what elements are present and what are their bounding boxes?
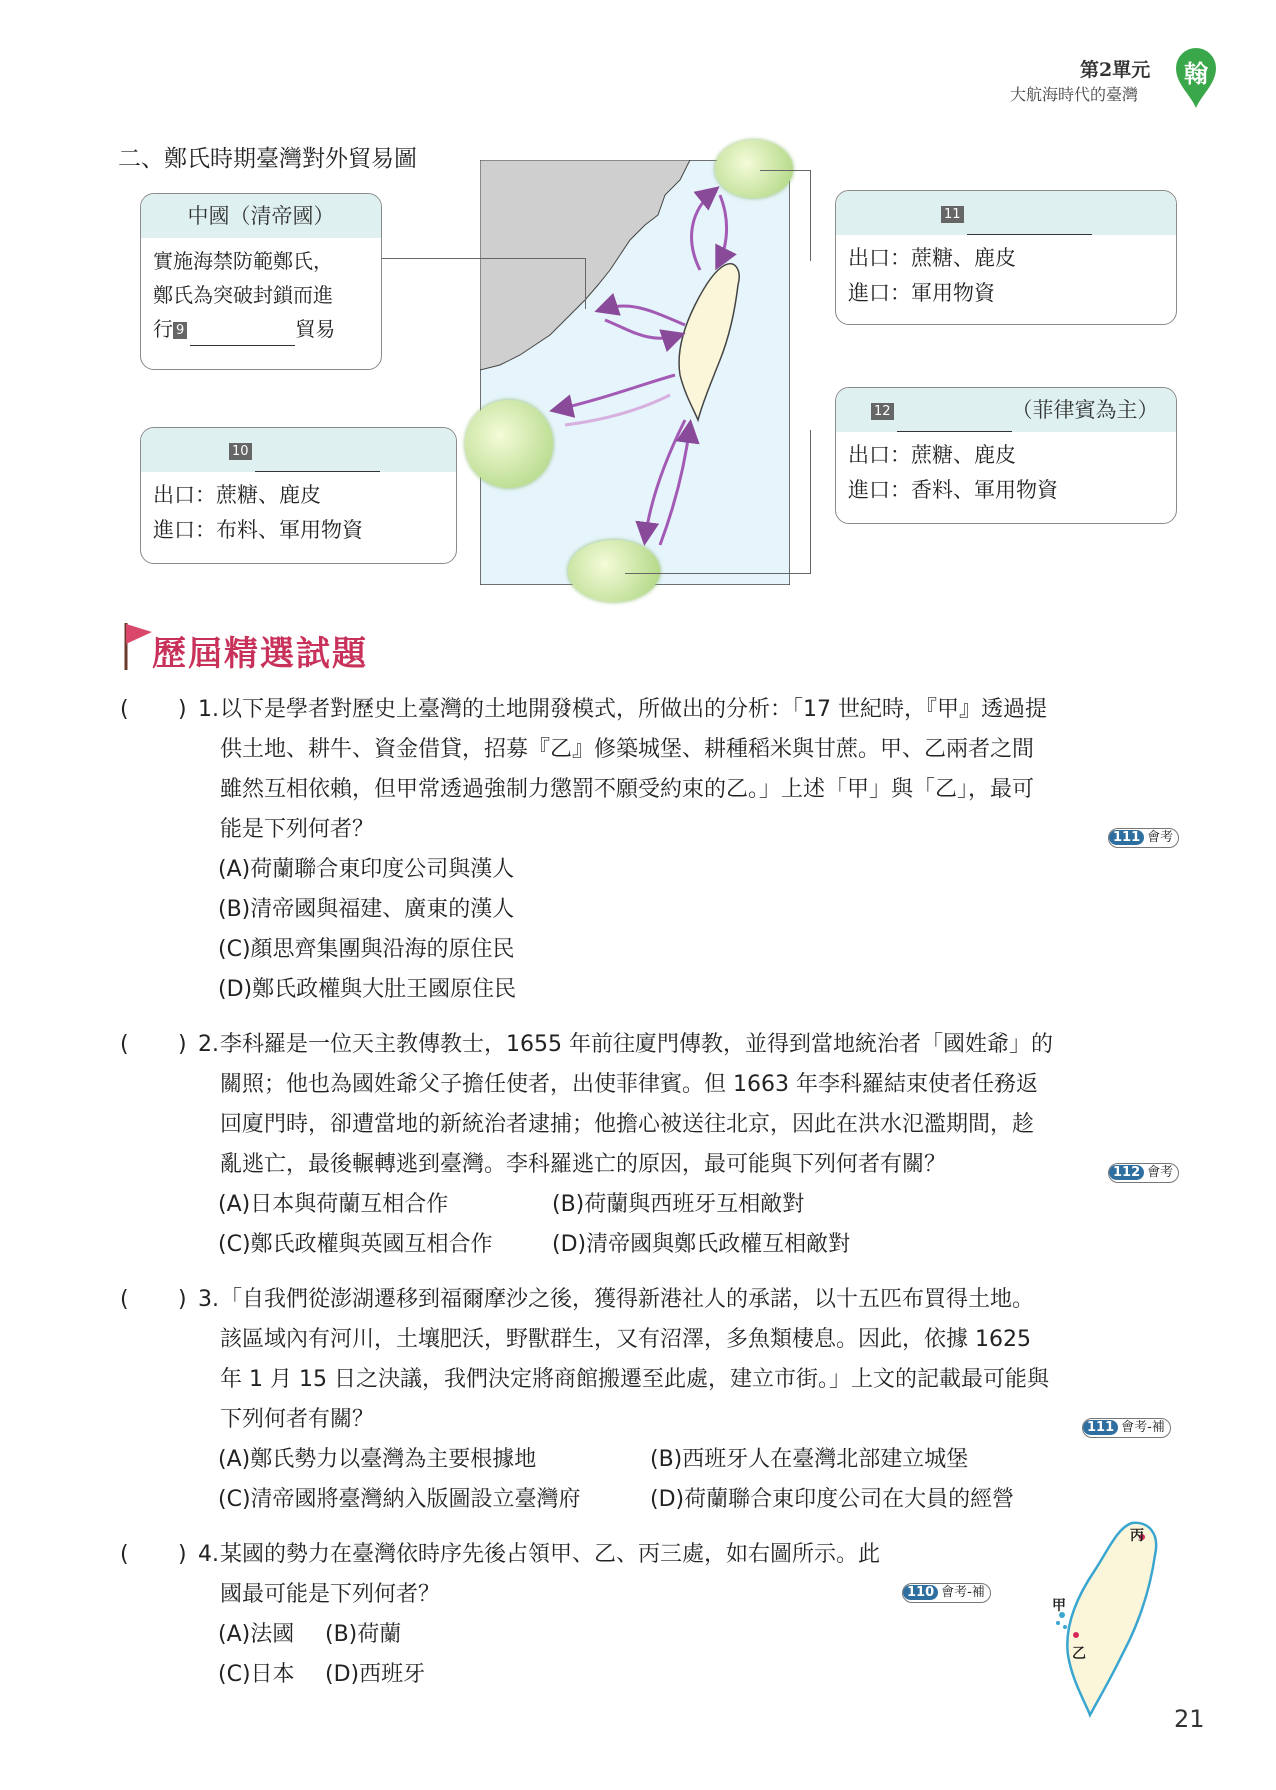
option-d[interactable]: (D)荷蘭聯合東印度公司在大員的經營: [650, 1487, 1015, 1512]
map-label-yi: 乙: [1072, 1646, 1086, 1662]
page-number: 21: [1174, 1705, 1205, 1733]
question-text-line: 以下是學者對歷史上臺灣的土地開發模式，所做出的分析：「17 世紀時，『甲』透過提: [220, 697, 1047, 722]
box11-export: 出口：蔗糖、鹿皮: [848, 246, 1016, 270]
option-c[interactable]: (C)鄭氏政權與英國互相合作: [218, 1232, 493, 1257]
badge-char: 翰: [1184, 60, 1208, 88]
question-4: ( ) 4. 某國的勢力在臺灣依時序先後占領甲、乙、丙三處，如右圖所示。此 國最可能是下列何者？: [120, 1535, 1020, 1615]
source-badge: 111 會考: [1108, 828, 1179, 848]
connector-line-11: [760, 170, 811, 261]
blank-number-9: 9: [173, 322, 187, 339]
china-box-line3-suffix: 貿易: [295, 317, 336, 341]
option-a[interactable]: (A)法國: [218, 1622, 295, 1647]
blank-10-line: [255, 447, 380, 472]
question-number: 2.: [198, 1032, 219, 1057]
source-badge: 111 會考-補: [1082, 1418, 1171, 1438]
connector-line-12: [625, 430, 811, 574]
option-b[interactable]: (B)荷蘭: [325, 1622, 402, 1647]
china-trade-box: [140, 193, 382, 370]
question-text-line: 該區域內有河川，土壤肥沃，野獸群生，又有沼澤，多魚類棲息。因此，依據 1625: [220, 1327, 1031, 1352]
question-number: 1.: [198, 697, 219, 722]
question-text-line: 回廈門時，卻遭當地的新統治者逮捕；他擔心被送往北京，因此在洪水氾濫期間，趁: [220, 1112, 1035, 1137]
blank-number-10: 10: [229, 443, 252, 460]
unit-topic: 大航海時代的臺灣: [1010, 85, 1139, 104]
question-3: ( ) 3. 「自我們從澎湖遷移到福爾摩沙之後，獲得新港社人的承諾，以十五匹布買得土地。 該區域內有河川，土壤肥沃，野獸群生，又有沼澤，多魚類棲息。因此，依據 1625 年 1 月 15 日之決議，我們決定將商館搬遷至此處，建立市街。」上文的記載最可能與 下列何者有關？: [120, 1280, 1170, 1440]
blank-12-line: [897, 407, 1012, 432]
option-b[interactable]: (B)荷蘭與西班牙互相敵對: [552, 1192, 805, 1217]
option-c[interactable]: (C)顏思齊集團與沿海的原住民: [218, 937, 515, 962]
option-a[interactable]: (A)荷蘭聯合東印度公司與漢人: [218, 857, 515, 882]
question-text-line: 李科羅是一位天主教傳教士，1655 年前往廈門傳教，並得到當地統治者「國姓爺」的: [220, 1032, 1053, 1057]
question-text-line: 亂逃亡，最後輾轉逃到臺灣。李科羅逃亡的原因，最可能與下列何者有關？: [220, 1152, 947, 1177]
option-d[interactable]: (D)鄭氏政權與大肚王國原住民: [218, 977, 517, 1002]
china-box-line1: 實施海禁防範鄭氏，: [153, 249, 333, 273]
box11-import: 進口：軍用物資: [848, 281, 995, 305]
exam-banner-title: 歷屆精選試題: [152, 634, 368, 674]
source-badge: 110 會考-補: [902, 1583, 991, 1603]
map-label-jia: 甲: [1052, 1598, 1066, 1614]
question-text-line: 下列何者有關？: [220, 1407, 375, 1432]
section-title: 二、鄭氏時期臺灣對外貿易圖: [118, 146, 417, 172]
trade-node-southeast-asia: [465, 400, 553, 488]
blank-11-line: [967, 210, 1092, 235]
option-a[interactable]: (A)日本與荷蘭互相合作: [218, 1192, 449, 1217]
publisher-badge-icon: [1172, 44, 1220, 110]
option-d[interactable]: (D)西班牙: [325, 1662, 426, 1687]
question-number: 3.: [198, 1287, 219, 1312]
question-text-line: 「自我們從澎湖遷移到福爾摩沙之後，獲得新港社人的承諾，以十五匹布買得土地。: [220, 1287, 1035, 1312]
question-text-line: 能是下列何者？: [220, 817, 375, 842]
china-box-header: 中國（清帝國）: [141, 194, 381, 238]
box12-import: 進口：香料、軍用物資: [848, 478, 1058, 502]
question-text-line: 某國的勢力在臺灣依時序先後占領甲、乙、丙三處，如右圖所示。此: [220, 1542, 881, 1567]
box10-export: 出口：蔗糖、鹿皮: [153, 483, 321, 507]
question-text-line: 雖然互相依賴，但甲常透過強制力懲罰不願受約束的乙。」上述「甲」與「乙」，最可: [220, 777, 1035, 802]
question-text-line: 國最可能是下列何者？: [220, 1582, 441, 1607]
trade-box-11: [835, 190, 1177, 325]
china-box-line2: 鄭氏為突破封鎖而進: [153, 283, 333, 307]
question-1: ( ) 1. 以下是學者對歷史上臺灣的土地開發模式，所做出的分析：「17 世紀時，『甲』透過提 供土地、耕牛、資金借貸，招募『乙』修築城堡、耕種稻米與甘蔗。甲、乙兩者之間 雖然互相依賴，但甲常透過強制力懲罰不願受約束的乙。」上述「甲」與「乙」，最可 能是下列何者？: [120, 690, 1170, 850]
question-text-line: 供土地、耕牛、資金借貸，招募『乙』修築城堡、耕種稻米與甘蔗。甲、乙兩者之間: [220, 737, 1035, 762]
option-d[interactable]: (D)清帝國與鄭氏政權互相敵對: [552, 1232, 851, 1257]
connector-line-china: [380, 258, 586, 309]
blank-number-12: 12: [871, 403, 894, 420]
option-c[interactable]: (C)清帝國將臺灣納入版圖設立臺灣府: [218, 1487, 581, 1512]
option-a[interactable]: (A)鄭氏勢力以臺灣為主要根據地: [218, 1447, 537, 1472]
question-text-line: 年 1 月 15 日之決議，我們決定將商館搬遷至此處，建立市街。」上文的記載最可能與: [220, 1367, 1049, 1392]
source-badge: 112 會考: [1108, 1163, 1179, 1183]
question-2: ( ) 2. 李科羅是一位天主教傳教士，1655 年前往廈門傳教，並得到當地統治者「國姓爺」的 關照；他也為國姓爺父子擔任使者，出使菲律賓。但 1663 年李科羅結束使者任務返 回廈門時，卻遭當地的新統治者逮捕；他擔心被送往北京，因此在洪水氾濫期間，趁 亂逃亡，最後輾轉逃到臺灣。李科羅逃亡的原因，最可能與下列何者有關？: [120, 1025, 1170, 1185]
map-label-bing: 丙: [1130, 1528, 1144, 1544]
china-box-line3-prefix: 行: [153, 317, 173, 341]
option-b[interactable]: (B)清帝國與福建、廣東的漢人: [218, 897, 515, 922]
option-b[interactable]: (B)西班牙人在臺灣北部建立城堡: [650, 1447, 969, 1472]
box12-export: 出口：蔗糖、鹿皮: [848, 443, 1016, 467]
taiwan-small-map: [1010, 1515, 1180, 1725]
box12-header-suffix: （菲律賓為主）: [1011, 398, 1159, 422]
exam-banner: [120, 618, 440, 673]
trade-box-12: [835, 387, 1177, 524]
blank-number-11: 11: [941, 206, 964, 223]
option-c[interactable]: (C)日本: [218, 1662, 295, 1687]
blank-9-line: [190, 319, 295, 346]
question-text-line: 關照；他也為國姓爺父子擔任使者，出使菲律賓。但 1663 年李科羅結束使者任務返: [220, 1072, 1038, 1097]
box10-import: 進口：布料、軍用物資: [153, 518, 363, 542]
question-number: 4.: [198, 1542, 219, 1567]
unit-label: 第2單元: [1080, 59, 1151, 81]
trade-box-10: [140, 427, 457, 564]
